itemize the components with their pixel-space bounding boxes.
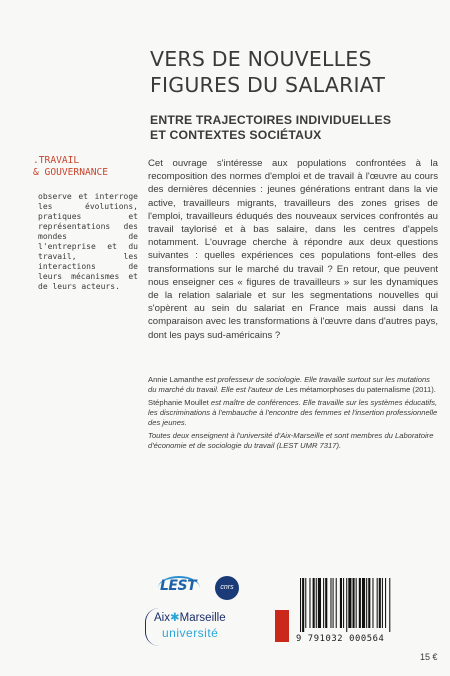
pup-logo bbox=[275, 610, 289, 642]
barcode-bar bbox=[300, 578, 301, 632]
book-blurb: Cet ouvrage s'intéresse aux populations confrontées à la recomposition des normes d'emploi et de travail à l'œuvre au cours des dernières décennies : jeunes générations entrant dans la vie active, travailleurs migrants, travailleurs des zones grises de l'emploi, travailleurs éduqués des nouveaux services confrontés au travail taylorisé et à bas salaire, dans les centres d'appels notamment. L'ouvrage cherche à répondre aux deux questions suivantes : quelles expériences ces populations font-elles des transformations sur le marché du travail ? En retour, que peuvent nous enseigner ces « figures de travailleurs » sur les dynamiques de la relation salariale et sur les segmentations nouvelles qui s'opèrent au sein du salariat en France mais aussi dans la comparaison avec les transformations à l'œuvre dans d'autres pays, dont les pays sud-américains ? bbox=[148, 158, 438, 341]
barcode-bar bbox=[330, 578, 331, 628]
amu-logo-marseille: Marseille bbox=[179, 612, 226, 624]
barcode-bar bbox=[389, 578, 390, 632]
barcode-bar bbox=[316, 578, 317, 628]
barcode-bar bbox=[309, 578, 310, 628]
barcode-bar bbox=[302, 578, 304, 632]
barcode-bar bbox=[359, 578, 361, 628]
barcode-bar bbox=[343, 578, 344, 628]
amu-logo-aix: Aix bbox=[154, 612, 170, 624]
barcode-bar bbox=[382, 578, 383, 628]
barcode-block bbox=[296, 578, 436, 648]
barcode-bar bbox=[336, 578, 337, 628]
barcode-icon bbox=[296, 578, 436, 632]
authors-joint-bio: Toutes deux enseignent à l'université d'Aix-Marseille et sont membres du Laboratoire d'économie et de sociologie du travail (LEST UMR 7317). bbox=[148, 431, 434, 450]
barcode-bar bbox=[340, 578, 342, 628]
book-title bbox=[150, 46, 440, 98]
book-subtitle bbox=[150, 113, 440, 143]
barcode-bar bbox=[323, 578, 324, 628]
author-bio-2 bbox=[148, 398, 438, 428]
barcode-bar bbox=[368, 578, 370, 628]
barcode-bar bbox=[348, 578, 351, 628]
author-bio-1 bbox=[148, 375, 438, 395]
author-bio-2-text: est maître de conférences. Elle travaille sur les systèmes éducatifs, les discriminations à l'embauche à l'encontre des femmes et l'insertion professionnelle des jeunes. bbox=[148, 398, 438, 427]
cnrs-logo: cnrs bbox=[215, 576, 239, 600]
author-bio-1-text: est professeur de sociologie. Elle travaille surtout sur les mutations du marché du travail. Elle est l'auteur de bbox=[148, 375, 430, 394]
author-bio-1-book: Les métamorphoses du paternalisme (2011). bbox=[285, 385, 436, 394]
author-name-1: Annie Lamanthe bbox=[148, 375, 204, 384]
barcode-bar bbox=[385, 578, 386, 628]
barcode-bar bbox=[379, 578, 381, 628]
book-subtitle-line-2: ET CONTEXTES SOCIÉTAUX bbox=[150, 128, 322, 142]
barcode-bar bbox=[366, 578, 367, 628]
barcode-bar bbox=[353, 578, 355, 628]
amu-logo-name bbox=[154, 610, 226, 624]
price: 15 € bbox=[420, 652, 438, 662]
barcode-bar bbox=[325, 578, 327, 628]
collection-name-line-1: .TRAVAIL bbox=[33, 155, 80, 166]
publisher-logos bbox=[140, 568, 290, 668]
author-name-2: Stéphanie Moullet bbox=[148, 398, 209, 407]
barcode-bar bbox=[318, 578, 321, 628]
collection-name-line-2: & GOUVERNANCE bbox=[33, 167, 109, 178]
book-title-line-2: FIGURES DU SALARIAT bbox=[150, 73, 386, 97]
book-subtitle-line-1: ENTRE TRAJECTOIRES INDIVIDUELLES bbox=[150, 113, 392, 127]
barcode-bar bbox=[377, 578, 378, 628]
barcode-bar bbox=[372, 578, 373, 628]
collection-name bbox=[33, 155, 138, 179]
amu-logo-universite: université bbox=[162, 626, 219, 640]
amu-star-icon: ✱ bbox=[169, 612, 180, 624]
barcode-bar bbox=[333, 578, 334, 628]
isbn-number: 9 791032 000564 bbox=[296, 634, 385, 644]
lest-logo: LEST bbox=[160, 578, 197, 594]
barcode-bar bbox=[362, 578, 365, 628]
barcode-bar bbox=[313, 578, 315, 628]
barcode-bar bbox=[305, 578, 306, 628]
aix-marseille-universite-logo bbox=[145, 608, 256, 646]
author-bios bbox=[148, 375, 438, 454]
barcode-bar bbox=[346, 578, 347, 632]
collection-description: observe et interroge les évolutions, pratiques et représentations des mondes de l'entreprise et du travail, les interactions de leurs mécanismes et de leurs acteurs. bbox=[38, 192, 138, 291]
barcode-bar bbox=[356, 578, 357, 628]
book-title-line-1: VERS DE NOUVELLES bbox=[150, 47, 372, 71]
